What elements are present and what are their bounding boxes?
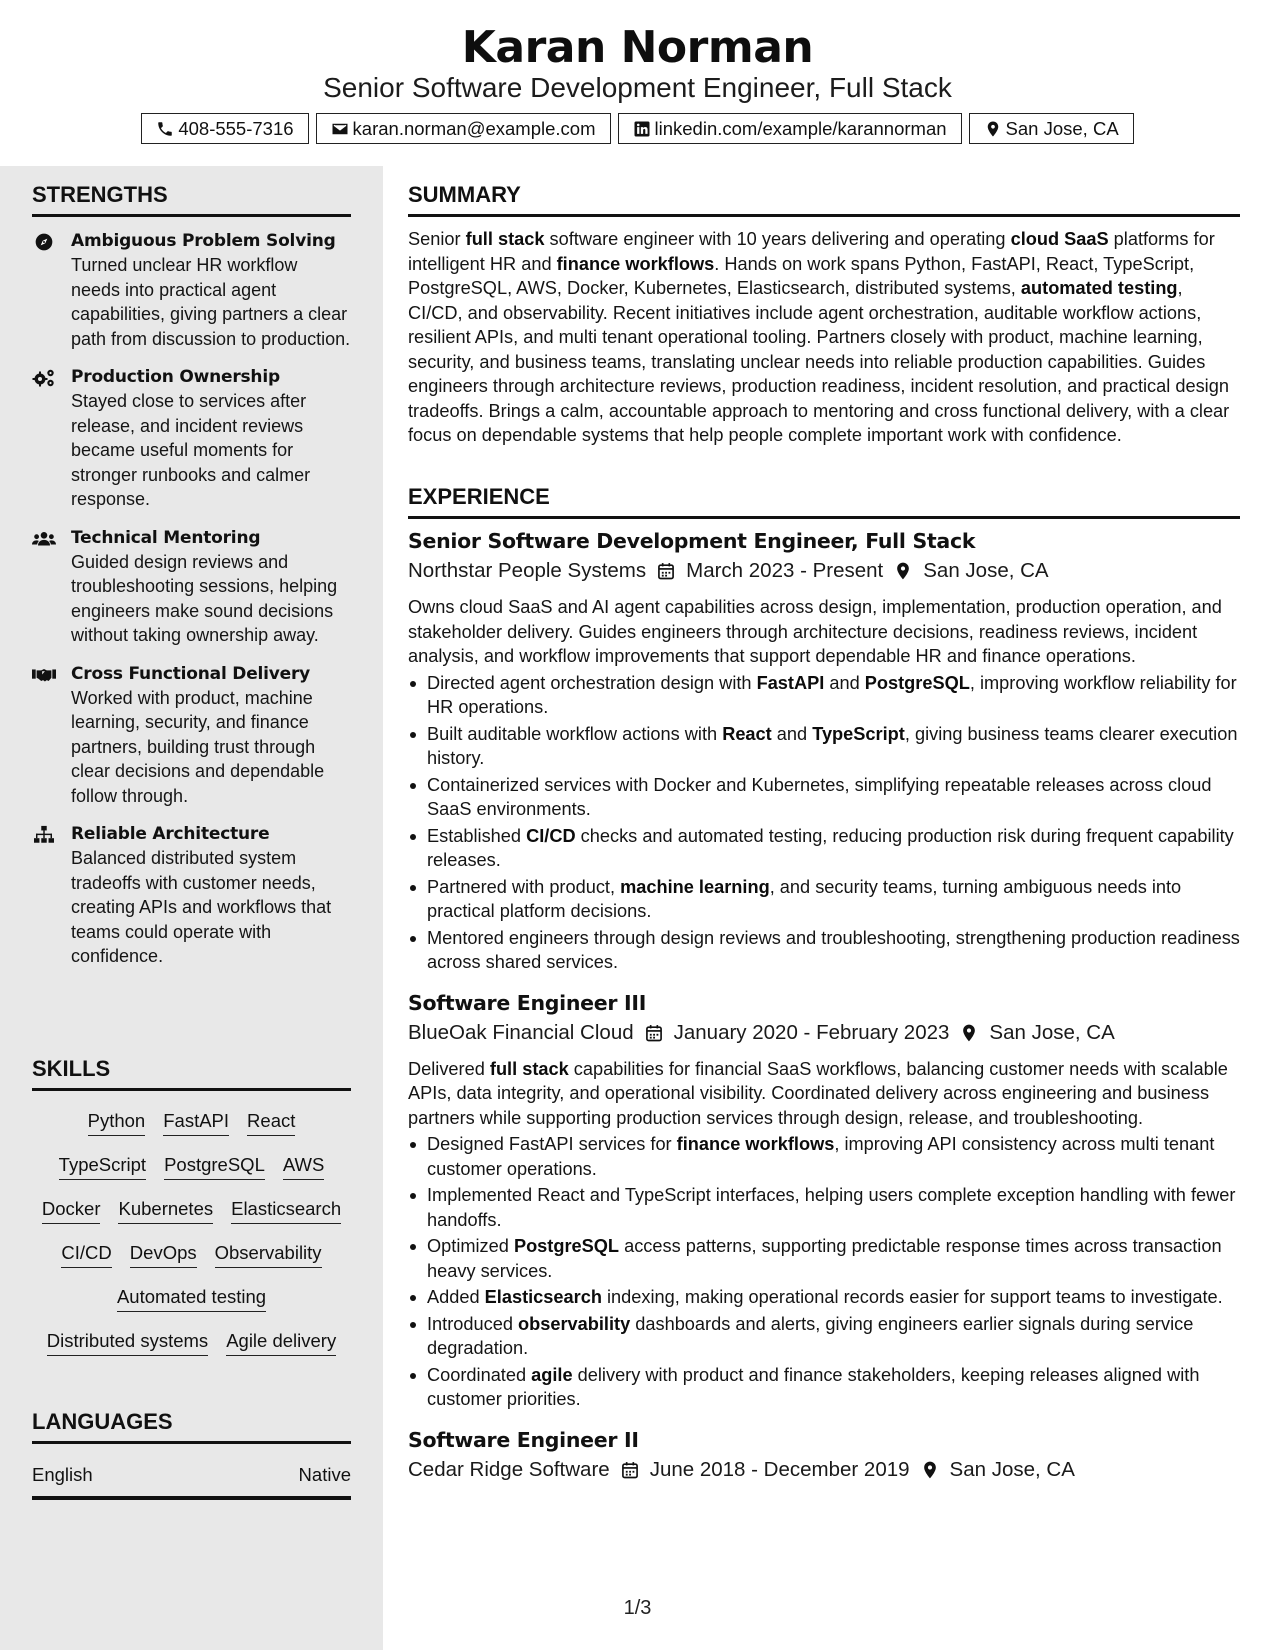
strength-item <box>32 229 351 351</box>
job-entry <box>408 529 1240 975</box>
candidate-name: Karan Norman <box>461 22 814 73</box>
skill-tag: PostgreSQL <box>164 1153 265 1180</box>
job-dates: March 2023 - Present <box>686 559 884 582</box>
compass-icon <box>32 232 56 252</box>
location-text: San Jose, CA <box>1005 117 1119 139</box>
bullet-item: Mentored engineers through design reviews and troubleshooting, strengthening production readiness across shared services. <box>408 926 1240 975</box>
language-level: Native <box>298 1464 351 1485</box>
email-text: karan.norman@example.com <box>352 117 596 139</box>
bullet-item: Partnered with product, machine learning, and security teams, turning ambiguous needs into practical platform decisions. <box>408 875 1240 924</box>
bullet-item: Coordinated agile delivery with product and finance stakeholders, keeping releases aligned with customer priorities. <box>408 1363 1240 1412</box>
skill-tag: DevOps <box>130 1241 197 1268</box>
page-number: 1/3 <box>623 1597 652 1619</box>
strength-item <box>32 526 351 648</box>
candidate-title: Senior Software Development Engineer, Full Stack <box>323 72 952 103</box>
map-pin-icon <box>893 561 913 581</box>
contact-bar <box>0 113 1275 144</box>
strength-desc: Worked with product, machine learning, security, and finance partners, building trust through clear decisions and dependable follow through. <box>71 687 325 806</box>
skill-row <box>32 1197 351 1224</box>
linkedin-icon <box>633 120 651 138</box>
phone-icon <box>156 120 174 138</box>
map-pin-icon <box>959 1023 979 1043</box>
job-company: Northstar People Systems <box>408 559 647 582</box>
skill-tag: Observability <box>215 1241 322 1268</box>
skill-row <box>32 1329 351 1356</box>
strengths-heading: STRENGTHS <box>32 182 351 217</box>
experience-heading: EXPERIENCE <box>408 484 1240 519</box>
linkedin-contact[interactable] <box>618 113 962 144</box>
strength-item <box>32 662 351 809</box>
bullet-item: Containerized services with Docker and Kubernetes, simplifying repeatable releases across cloud SaaS environments. <box>408 773 1240 822</box>
skill-tag: Kubernetes <box>118 1197 213 1224</box>
map-pin-icon <box>984 120 1002 138</box>
strength-item <box>32 365 351 512</box>
job-company: Cedar Ridge Software <box>408 1457 610 1481</box>
job-title: Senior Software Development Engineer, Full Stack <box>408 529 976 553</box>
linkedin-text: linkedin.com/example/karannorman <box>654 117 947 139</box>
job-location: San Jose, CA <box>923 559 1049 582</box>
bullet-item: Introduced observability dashboards and alerts, giving engineers earlier signals during service degradation. <box>408 1312 1240 1361</box>
sidebar <box>0 166 383 1650</box>
strength-item <box>32 822 351 969</box>
map-pin-icon <box>920 1460 940 1480</box>
languages-heading: LANGUAGES <box>32 1409 351 1444</box>
job-description: Delivered full stack capabilities for financial SaaS workflows, balancing customer needs with scalable APIs, data integrity, and operational visibility. Coordinated delivery across engineering and business partners while supporting production services through design, release, and troubleshooting. <box>408 1058 1228 1128</box>
skill-tag: FastAPI <box>163 1109 229 1136</box>
skill-tag: Automated testing <box>117 1285 266 1312</box>
strength-title: Cross Functional Delivery <box>71 663 311 684</box>
users-icon <box>32 529 56 549</box>
job-meta <box>408 559 1240 583</box>
summary-heading: SUMMARY <box>408 182 1240 217</box>
skill-tag: Agile delivery <box>226 1329 336 1356</box>
job-location: San Jose, CA <box>989 1020 1115 1044</box>
summary-text: Senior full stack software engineer with 10 years delivering and operating cloud SaaS platforms for intelligent HR and finance workflows. Hands on work spans Python, FastAPI, React, TypeScript, PostgreSQL, AWS, Docker, Kubernetes, Elasticsearch, distributed systems, automated testing, CI/CD, and observability. Recent initiatives include agent orchestration, auditable workflow actions, resilient APIs, and multi tenant operational tooling. Partners closely with product, machine learning, security, and business teams, translating unclear needs into reliable production capabilities. Guides engineers through architecture reviews, production readiness, incident resolution, and practical design tradeoffs. Brings a calm, accountable approach to mentoring and cross functional delivery, with a clear focus on dependable systems that help people complete important work with confidence. <box>408 229 1230 445</box>
sitemap-icon <box>32 825 56 845</box>
skill-tag: AWS <box>283 1153 324 1180</box>
job-entry <box>408 1428 1240 1482</box>
skill-tag: TypeScript <box>59 1153 146 1180</box>
skill-row <box>32 1153 351 1180</box>
job-company: BlueOak Financial Cloud <box>408 1020 634 1044</box>
skill-tag: React <box>247 1109 295 1136</box>
strength-desc: Balanced distributed system tradeoffs with customer needs, creating APIs and workflows that teams could operate with confidence. <box>71 848 332 966</box>
job-meta <box>408 1458 1240 1482</box>
calendar-icon <box>620 1460 640 1480</box>
skill-tag: CI/CD <box>61 1241 111 1268</box>
bullet-item: Established CI/CD checks and automated testing, reducing production risk during frequent capability releases. <box>408 824 1240 873</box>
strength-desc: Guided design reviews and troubleshooting sessions, helping engineers make sound decisions without taking ownership away. <box>71 551 338 645</box>
job-dates: January 2020 - February 2023 <box>673 1020 950 1044</box>
skill-tag: Distributed systems <box>47 1329 208 1356</box>
job-title: Software Engineer III <box>408 990 647 1015</box>
language-name: English <box>32 1464 93 1485</box>
resume-header <box>0 0 1275 160</box>
skill-tag: Docker <box>42 1197 101 1224</box>
strength-title: Technical Mentoring <box>71 527 261 548</box>
job-meta <box>408 1021 1240 1045</box>
job-bullets <box>408 1132 1240 1412</box>
handshake-icon <box>32 665 56 685</box>
envelope-icon <box>331 120 349 138</box>
bullet-item: Built auditable workflow actions with React and TypeScript, giving business teams clearer execution history. <box>408 722 1240 771</box>
phone-text: 408-555-7316 <box>178 117 294 139</box>
bullet-item: Added Elasticsearch indexing, making operational records easier for support teams to investigate. <box>408 1285 1240 1310</box>
strengths-section <box>32 182 351 983</box>
languages-section <box>32 1409 351 1500</box>
job-dates: June 2018 - December 2019 <box>649 1457 910 1481</box>
location-contact <box>969 113 1134 144</box>
phone-contact[interactable] <box>141 113 308 144</box>
email-contact[interactable] <box>316 113 611 144</box>
strength-desc: Stayed close to services after release, and incident reviews became useful moments for stronger runbooks and calmer response. <box>71 391 311 509</box>
skill-tag: Python <box>88 1109 146 1136</box>
strength-title: Ambiguous Problem Solving <box>71 231 336 251</box>
calendar-icon <box>644 1023 664 1043</box>
bullet-item: Implemented React and TypeScript interfaces, helping users complete exception handling with fewer handoffs. <box>408 1183 1240 1232</box>
skill-row <box>32 1241 351 1268</box>
bullet-item: Designed FastAPI services for finance workflows, improving API consistency across multi tenant customer operations. <box>408 1132 1240 1181</box>
job-entry <box>408 991 1240 1412</box>
strength-desc: Turned unclear HR workflow needs into practical agent capabilities, giving partners a clear path from discussion to production. <box>71 255 351 349</box>
skills-section <box>32 1056 351 1373</box>
skill-row <box>32 1285 351 1312</box>
bullet-item: Optimized PostgreSQL access patterns, supporting predictable response times across transaction heavy services. <box>408 1234 1240 1283</box>
summary-section <box>408 182 1240 448</box>
job-title: Software Engineer II <box>408 1427 639 1452</box>
language-row <box>32 1464 351 1500</box>
calendar-icon <box>656 561 676 581</box>
job-bullets <box>408 671 1240 975</box>
strength-title: Reliable Architecture <box>71 824 270 844</box>
job-description: Owns cloud SaaS and AI agent capabilities across design, implementation, production operation, and stakeholder delivery. Guides engineers through architecture decisions, readiness reviews, incident analysis, and workflow improvements that support dependable HR and finance operations. <box>408 597 1222 666</box>
job-location: San Jose, CA <box>949 1457 1075 1481</box>
gears-icon <box>32 368 56 388</box>
skills-heading: SKILLS <box>32 1056 351 1091</box>
bullet-item: Directed agent orchestration design with FastAPI and PostgreSQL, improving workflow reliability for HR operations. <box>408 671 1240 720</box>
skill-row <box>32 1109 351 1136</box>
strength-title: Production Ownership <box>71 367 280 387</box>
skill-tag: Elasticsearch <box>231 1197 341 1224</box>
experience-section <box>408 484 1240 1482</box>
